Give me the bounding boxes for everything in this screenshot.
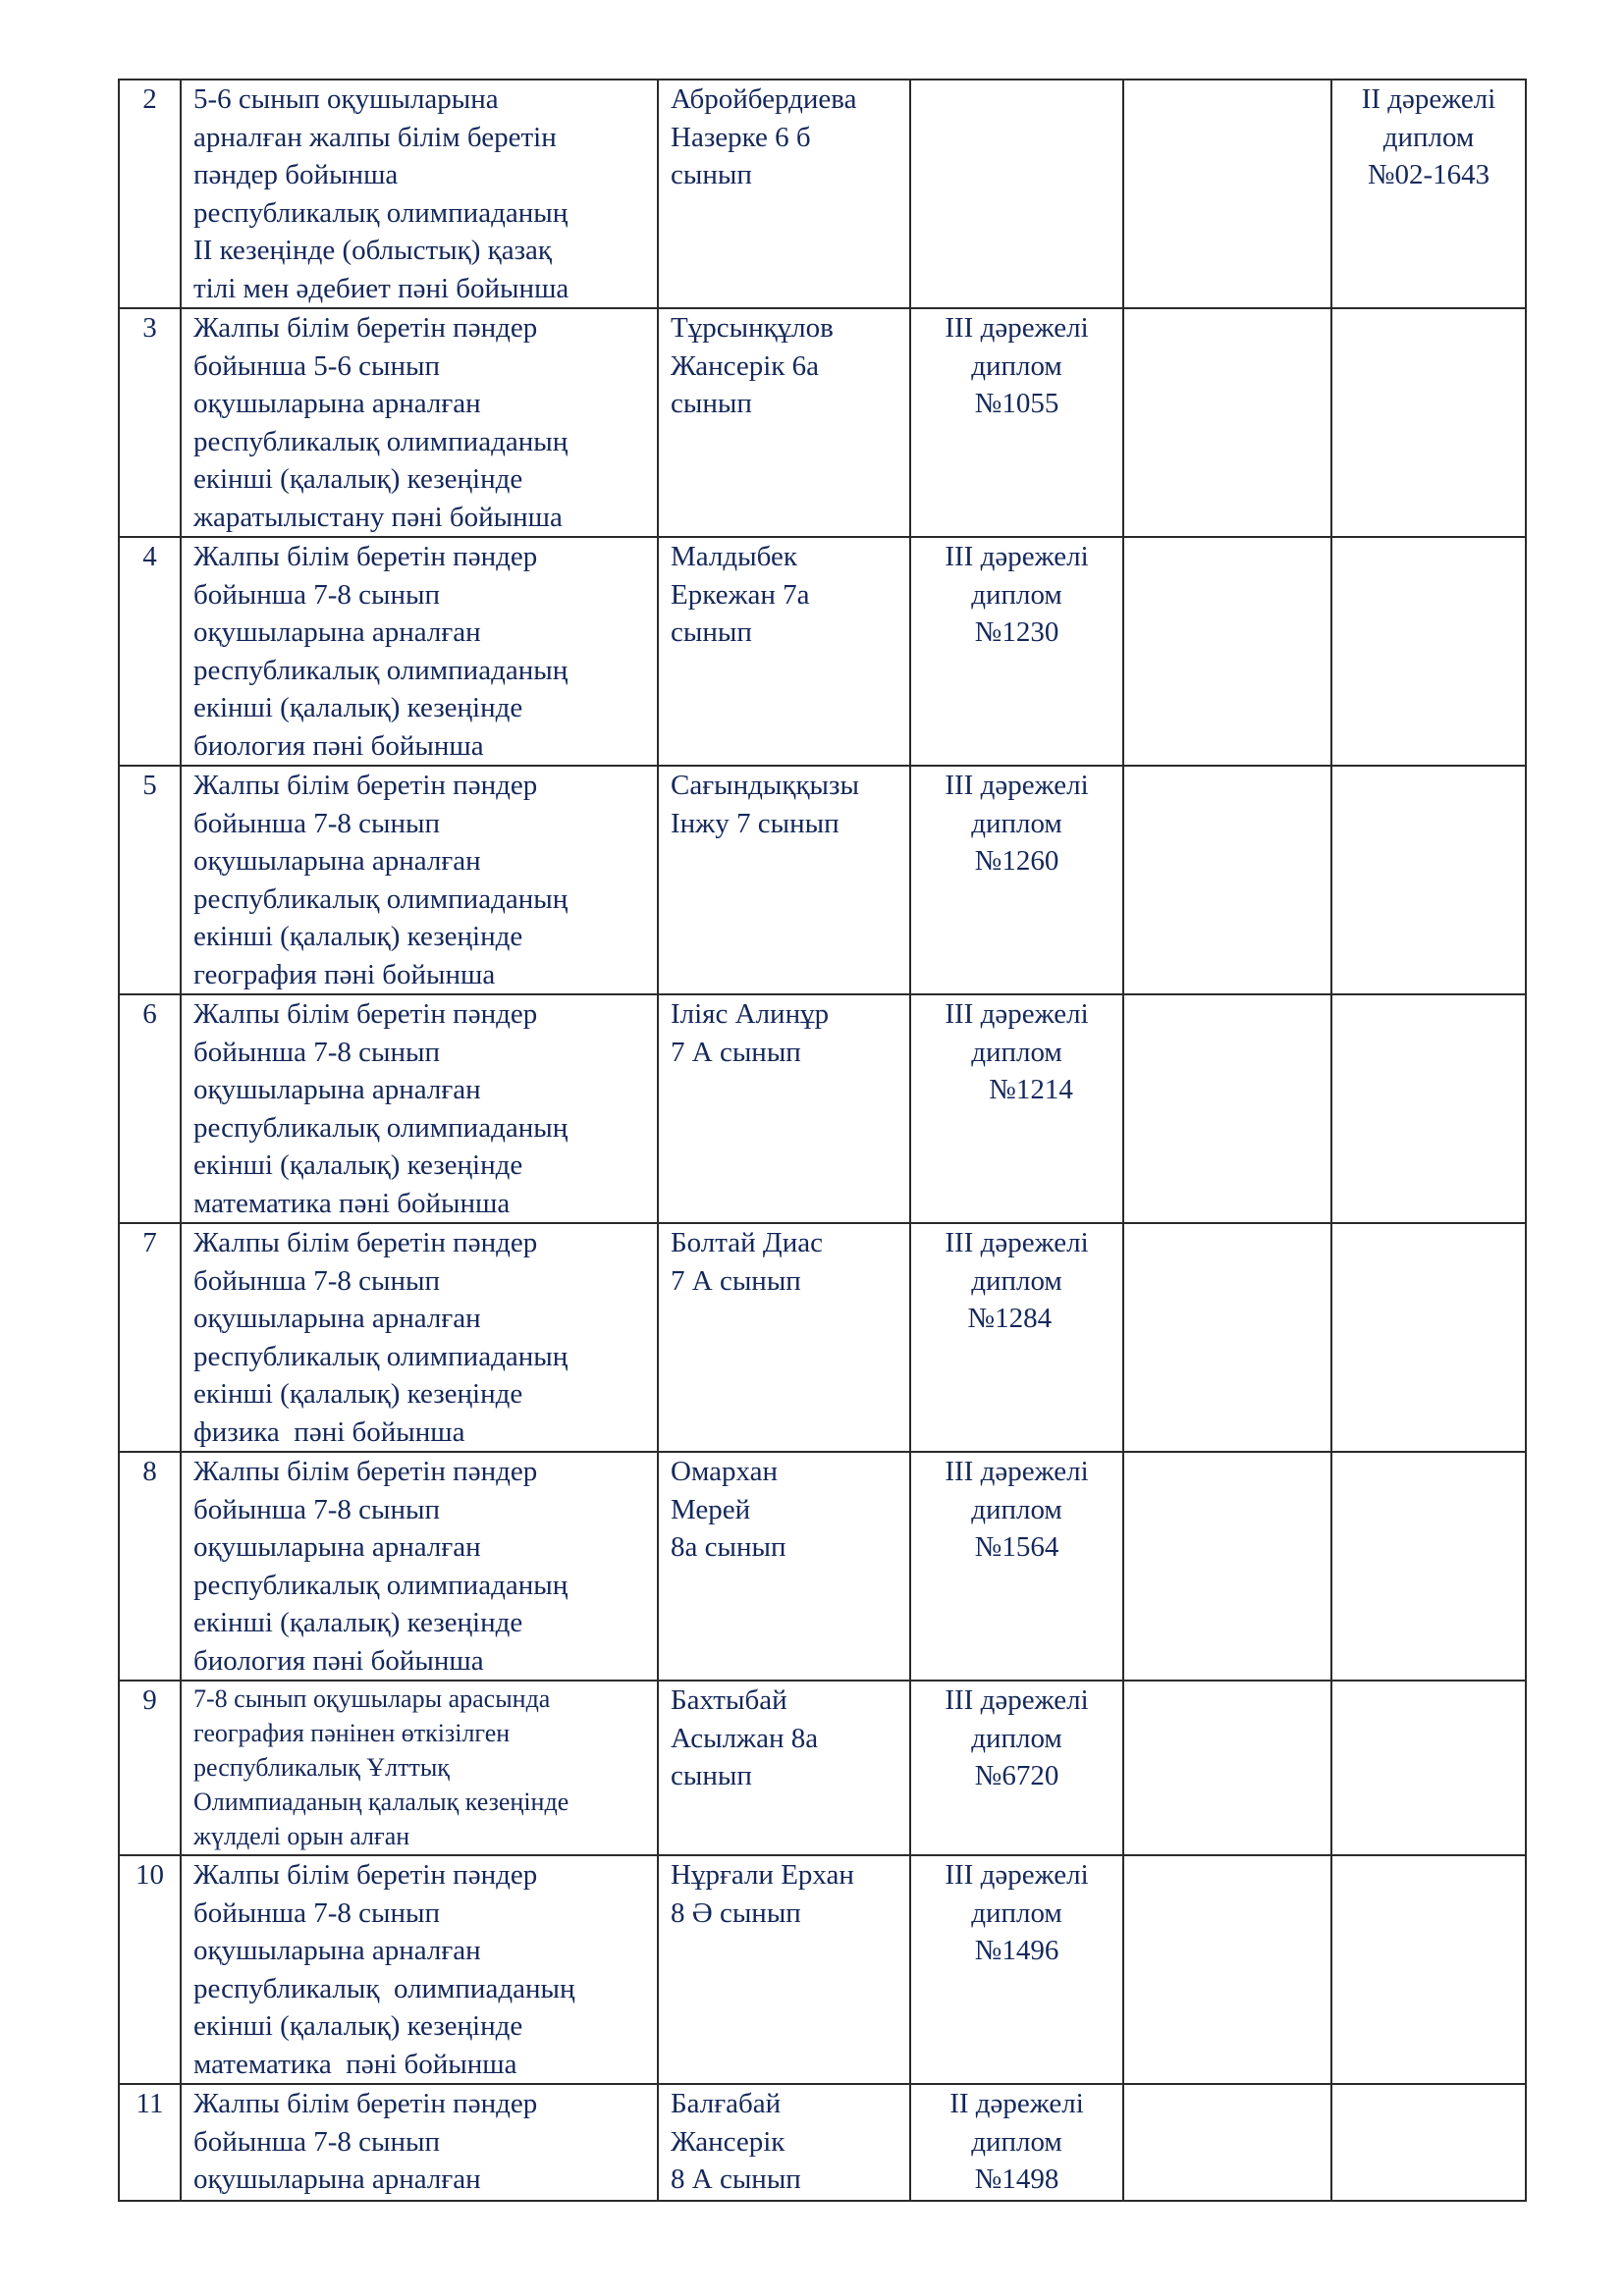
table-row (119, 80, 1526, 308)
competition-text-line: республикалық олимпиаданың (193, 1111, 568, 1144)
student-text-line: Жансерік 6а (671, 349, 820, 382)
row-number: 7 (142, 1227, 157, 1258)
award-text-line: №1496 (974, 1935, 1059, 1966)
table-row (119, 2084, 1526, 2201)
student-text-line: Інжу 7 сынып (671, 807, 839, 839)
row-number-cell (119, 537, 181, 766)
competition-text-line: оқушыларына арналған (193, 845, 481, 877)
row-number: 8 (142, 1456, 157, 1487)
competition-text-line: бойынша 7-8 сынып (193, 1036, 441, 1068)
competition-cell (181, 2084, 658, 2201)
row-number: 6 (142, 998, 157, 1030)
student-text-line: сынып (671, 388, 752, 419)
student-text-line: Бахтыбай (671, 1684, 787, 1716)
student-text-line: Іліяс Алинұр (671, 998, 830, 1030)
award-cell-region (1123, 1452, 1331, 1681)
competition-text-line: арналған жалпы білім беретін (193, 121, 557, 153)
student-text-line: Еркежан 7а (671, 578, 810, 611)
competition-text-line: биология пәні бойынша (193, 1644, 484, 1677)
award-text-line: диплом (971, 1896, 1062, 1929)
award-cell-republic (1331, 1681, 1526, 1855)
award-cell-city (910, 994, 1123, 1223)
award-text-line: диплом (1382, 121, 1475, 153)
award-cell-republic (1331, 1223, 1526, 1452)
award-cell-republic (1331, 308, 1526, 537)
competition-text-line: оқушыларына арналған (193, 2163, 481, 2195)
student-text-line: Болтай Диас (671, 1227, 823, 1258)
competition-text-line: физика пәні бойынша (193, 1415, 465, 1448)
award-cell-region (1123, 80, 1331, 308)
competition-text-line: бойынша 7-8 сынып (193, 807, 441, 839)
competition-text-line: оқушыларына арналған (193, 1935, 481, 1966)
award-text-line: диплом (971, 2125, 1062, 2158)
competition-text-line: Жалпы білім беретін пәндер (193, 541, 538, 572)
row-number-cell (119, 766, 181, 994)
student-cell (658, 1855, 910, 2084)
awards-table-body (119, 80, 1526, 2201)
table-row (119, 766, 1526, 994)
competition-text-line: пәндер бойынша (193, 159, 399, 190)
award-text-line: №1498 (974, 2163, 1059, 2195)
competition-text-line: екінші (қалалық) кезеңінде (193, 1607, 523, 1638)
competition-text-line: екінші (қалалық) кезеңінде (193, 1378, 523, 1410)
competition-text-line: екінші (қалалық) кезеңінде (193, 692, 523, 723)
award-cell-region (1123, 2084, 1331, 2201)
award-cell-city (910, 1223, 1123, 1452)
row-number-cell (119, 1452, 181, 1681)
competition-text-line: республикалық олимпиаданың (193, 882, 568, 915)
award-cell-region (1123, 1681, 1331, 1855)
competition-text-line: география пәнінен өткізілген (193, 1719, 511, 1747)
competition-text-line: оқушыларына арналған (193, 1531, 481, 1563)
award-text-line: диплом (971, 1264, 1062, 1297)
award-text-line: диплом (971, 578, 1062, 611)
student-text-line: сынып (671, 1760, 752, 1791)
competition-cell (181, 537, 658, 766)
award-cell-region (1123, 994, 1331, 1223)
student-text-line: Тұрсынқұлов (671, 312, 834, 344)
student-text-line: Омархан (671, 1456, 778, 1487)
competition-cell (181, 80, 658, 308)
competition-text-line: Жалпы білім беретін пәндер (193, 312, 538, 344)
table-row (119, 1855, 1526, 2084)
award-text-line: №1260 (974, 845, 1059, 877)
student-cell (658, 537, 910, 766)
competition-text-line: Жалпы білім беретін пәндер (193, 998, 538, 1030)
award-cell-republic (1331, 2084, 1526, 2201)
competition-text-line: Жалпы білім беретін пәндер (193, 1859, 538, 1891)
award-text-line: №1055 (974, 388, 1059, 419)
award-cell-region (1123, 537, 1331, 766)
student-text-line: Жансерік (671, 2125, 785, 2158)
award-cell-republic (1331, 80, 1526, 308)
award-cell-republic (1331, 537, 1526, 766)
award-cell-region (1123, 1223, 1331, 1452)
student-text-line: 8 А сынып (671, 2163, 801, 2195)
competition-text-line: республикалық олимпиаданың (193, 1340, 568, 1372)
competition-text-line: Жалпы білім беретін пәндер (193, 1227, 538, 1258)
award-cell-region (1123, 308, 1331, 537)
award-text-line: ІІІ дәрежелі (945, 312, 1089, 344)
competition-text-line: республикалық олимпиаданың (193, 1972, 575, 2004)
competition-text-line: оқушыларына арналған (193, 616, 481, 648)
award-text-line: ІІІ дәрежелі (945, 1456, 1089, 1487)
award-text-line: ІІІ дәрежелі (945, 998, 1089, 1030)
student-text-line: 8 Ә сынып (671, 1896, 801, 1929)
student-text-line: 8а сынып (671, 1531, 786, 1563)
competition-text-line: бойынша 7-8 сынып (193, 2125, 441, 2158)
competition-text-line: бойынша 7-8 сынып (193, 1493, 441, 1525)
row-number: 2 (142, 83, 157, 115)
table-row (119, 1223, 1526, 1452)
award-text-line: диплом (971, 1036, 1062, 1068)
student-cell (658, 1223, 910, 1452)
competition-text-line: республикалық олимпиаданың (193, 425, 568, 457)
award-text-line: ІІ дәрежелі (1361, 83, 1496, 115)
competition-cell (181, 1223, 658, 1452)
row-number: 11 (135, 2088, 164, 2119)
award-text-line: №1284 (967, 1303, 1066, 1334)
competition-text-line: биология пәні бойынша (193, 729, 484, 762)
competition-cell (181, 1452, 658, 1681)
student-text-line: Мерей (671, 1493, 751, 1525)
awards-table (118, 79, 1527, 2202)
student-text-line: Малдыбек (671, 541, 797, 572)
competition-text-line: ІІ кезеңінде (облыстық) қазақ (193, 235, 553, 266)
competition-cell (181, 766, 658, 994)
student-text-line: сынып (671, 616, 752, 648)
student-cell (658, 2084, 910, 2201)
student-text-line: Назерке 6 б (671, 121, 811, 153)
competition-text-line: республикалық олимпиаданың (193, 196, 568, 229)
row-number-cell (119, 2084, 181, 2201)
student-text-line: Балғабай (671, 2088, 782, 2119)
award-text-line: ІІІ дәрежелі (945, 770, 1089, 801)
student-text-line: Абройбердиева (671, 83, 857, 115)
competition-text-line: жүлделі орын алған (193, 1822, 410, 1850)
row-number: 3 (142, 312, 157, 344)
competition-text-line: бойынша 7-8 сынып (193, 1896, 441, 1929)
award-cell-republic (1331, 766, 1526, 994)
row-number-cell (119, 1681, 181, 1855)
table-row (119, 994, 1526, 1223)
competition-text-line: Жалпы білім беретін пәндер (193, 2088, 538, 2119)
award-cell-city (910, 1681, 1123, 1855)
award-cell-city (910, 1855, 1123, 2084)
student-cell (658, 80, 910, 308)
row-number-cell (119, 1223, 181, 1452)
award-cell-region (1123, 1855, 1331, 2084)
award-cell-republic (1331, 1855, 1526, 2084)
table-row (119, 308, 1526, 537)
award-cell-city (910, 537, 1123, 766)
award-text-line: ІІІ дәрежелі (945, 1859, 1089, 1891)
award-cell-republic (1331, 994, 1526, 1223)
table-row (119, 1681, 1526, 1855)
row-number: 10 (135, 1859, 164, 1891)
award-cell-city (910, 2084, 1123, 2201)
competition-text-line: екінші (қалалық) кезеңінде (193, 1149, 523, 1181)
award-cell-city (910, 1452, 1123, 1681)
student-cell (658, 1681, 910, 1855)
competition-text-line: республикалық олимпиаданың (193, 1569, 568, 1601)
student-text-line: 7 А сынып (671, 1036, 801, 1068)
student-text-line: сынып (671, 159, 752, 190)
student-text-line: 7 А сынып (671, 1264, 801, 1297)
award-cell-city (910, 80, 1123, 308)
competition-text-line: екінші (қалалық) кезеңінде (193, 463, 523, 495)
row-number: 4 (142, 541, 157, 572)
student-cell (658, 766, 910, 994)
table-row (119, 1452, 1526, 1681)
student-text-line: Нұрғали Ерхан (671, 1859, 854, 1891)
award-text-line: №1214 (960, 1074, 1073, 1105)
competition-text-line: республикалық олимпиаданың (193, 654, 568, 686)
award-text-line: диплом (971, 1722, 1062, 1754)
competition-text-line: бойынша 7-8 сынып (193, 1264, 441, 1297)
award-text-line: диплом (971, 1493, 1062, 1525)
competition-cell (181, 1681, 658, 1855)
competition-text-line: тілі мен әдебиет пәні бойынша (193, 272, 569, 304)
student-cell (658, 1452, 910, 1681)
row-number-cell (119, 1855, 181, 2084)
competition-text-line: бойынша 7-8 сынып (193, 578, 441, 611)
competition-text-line: екінші (қалалық) кезеңінде (193, 921, 523, 952)
competition-text-line: республикалық Ұлттық (193, 1753, 450, 1782)
competition-text-line: Олимпиаданың қалалық кезеңінде (193, 1788, 569, 1816)
student-text-line: Сағындыққызы (671, 770, 859, 801)
competition-text-line: екінші (қалалық) кезеңінде (193, 2010, 523, 2042)
table-row (119, 537, 1526, 766)
student-cell (658, 994, 910, 1223)
award-cell-city (910, 308, 1123, 537)
competition-cell (181, 308, 658, 537)
row-number-cell (119, 308, 181, 537)
row-number-cell (119, 80, 181, 308)
row-number: 9 (142, 1684, 157, 1716)
award-text-line: ІІІ дәрежелі (945, 1684, 1089, 1716)
competition-text-line: бойынша 5-6 сынып (193, 349, 441, 382)
competition-cell (181, 994, 658, 1223)
competition-text-line: математика пәні бойынша (193, 1187, 511, 1219)
competition-text-line: оқушыларына арналған (193, 388, 481, 419)
award-cell-republic (1331, 1452, 1526, 1681)
award-text-line: №02-1643 (1367, 159, 1490, 190)
competition-text-line: география пәні бойынша (193, 958, 496, 990)
award-text-line: №1564 (974, 1531, 1059, 1563)
award-cell-city (910, 766, 1123, 994)
award-text-line: диплом (971, 349, 1062, 382)
award-text-line: №6720 (974, 1760, 1059, 1791)
competition-text-line: 5-6 сынып оқушыларына (193, 83, 499, 115)
award-text-line: №1230 (974, 616, 1059, 648)
award-text-line: ІІІ дәрежелі (945, 541, 1089, 572)
award-text-line: ІІ дәрежелі (949, 2088, 1084, 2119)
row-number-cell (119, 994, 181, 1223)
competition-cell (181, 1855, 658, 2084)
competition-text-line: Жалпы білім беретін пәндер (193, 1456, 538, 1487)
award-text-line: диплом (971, 807, 1062, 839)
award-cell-region (1123, 766, 1331, 994)
competition-text-line: Жалпы білім беретін пәндер (193, 770, 538, 801)
competition-text-line: жаратылыстану пәні бойынша (193, 501, 563, 533)
competition-text-line: математика пәні бойынша (193, 2048, 517, 2080)
row-number: 5 (142, 770, 157, 801)
student-text-line: Асылжан 8а (671, 1722, 819, 1754)
student-cell (658, 308, 910, 537)
competition-text-line: 7-8 сынып оқушылары арасында (193, 1684, 551, 1713)
award-text-line: ІІІ дәрежелі (945, 1227, 1089, 1258)
competition-text-line: оқушыларына арналған (193, 1303, 481, 1334)
competition-text-line: оқушыларына арналған (193, 1074, 481, 1105)
